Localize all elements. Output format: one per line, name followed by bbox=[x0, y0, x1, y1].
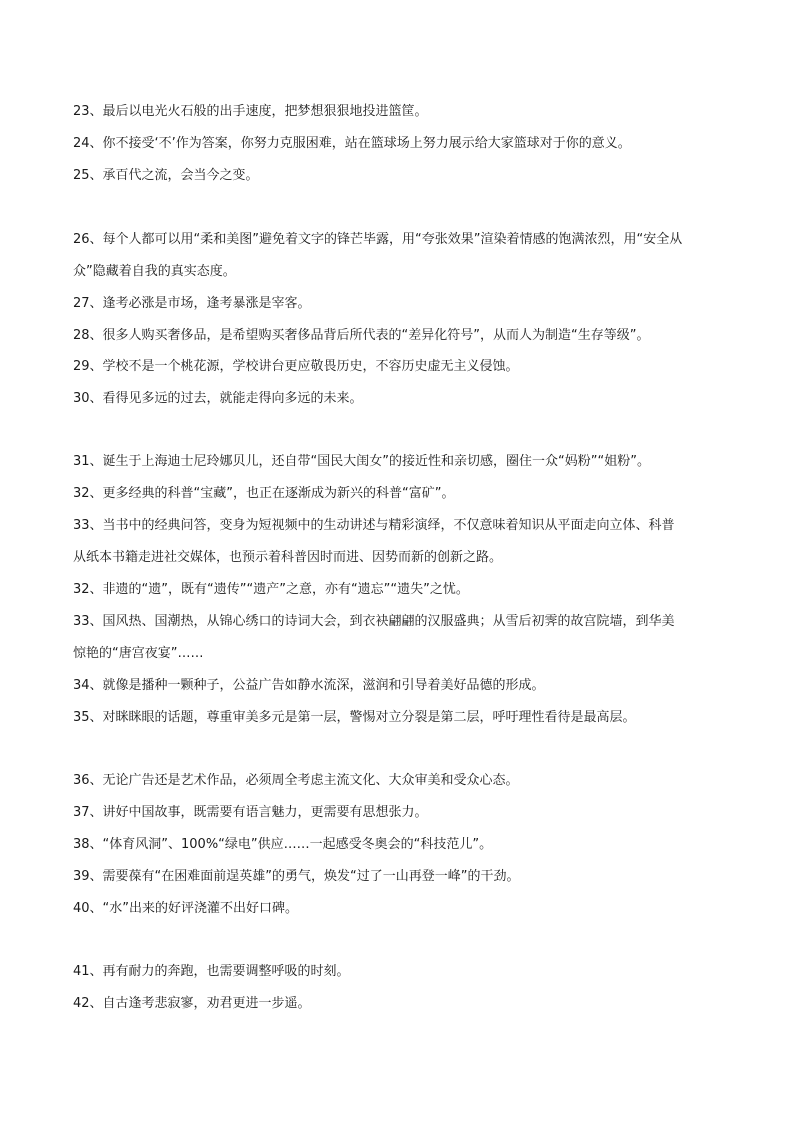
text-line: 25、承百代之流，会当今之变。 bbox=[73, 168, 259, 183]
text-line: 众”隐藏着自我的真实态度。 bbox=[73, 264, 236, 279]
text-line: 39、需要葆有“在困难面前逞英雄”的勇气，焕发“过了一山再登一峰”的干劲。 bbox=[73, 869, 520, 884]
text-line: 27、逢考必涨是市场，逢考暴涨是宰客。 bbox=[73, 296, 311, 311]
text-line: 32、更多经典的科普“宝藏”，也正在逐渐成为新兴的科普“富矿”。 bbox=[73, 486, 455, 501]
text-line: 37、讲好中国故事，既需要有语言魅力，更需要有思想张力。 bbox=[73, 805, 428, 820]
text-line: 惊艳的“唐宫夜宴”…… bbox=[73, 646, 204, 661]
text-line: 40、“水”出来的好评浇灌不出好口碑。 bbox=[73, 901, 299, 916]
text-line: 33、当书中的经典问答，变身为短视频中的生动讲述与精彩演绎，不仅意味着知识从平面走向立体、科普 bbox=[73, 518, 675, 533]
text-line: 41、再有耐力的奔跑，也需要调整呼吸的时刻。 bbox=[73, 964, 350, 979]
text-line: 31、诞生于上海迪士尼玲娜贝儿，还自带“国民大闺女”的接近性和亲切感，圈住一众“妈粉”“姐粉”。 bbox=[73, 454, 650, 469]
text-line: 33、国风热、国潮热，从锦心绣口的诗词大会，到衣袂翩翩的汉服盛典；从雪后初霁的故宫院墙，到华美 bbox=[73, 614, 675, 629]
text-line: 28、很多人购买奢侈品，是希望购买奢侈品背后所代表的“差异化符号”，从而人为制造“生存等级”。 bbox=[73, 328, 650, 343]
text-line: 26、每个人都可以用“柔和美图”避免着文字的锋芒毕露，用“夸张效果”渲染着情感的饱满浓烈，用“安全从 bbox=[73, 232, 683, 247]
text-line: 23、最后以电光火石般的出手速度，把梦想狠狠地投进篮筐。 bbox=[73, 104, 428, 119]
text-line: 34、就像是播种一颗种子，公益广告如静水流深，滋润和引导着美好品德的形成。 bbox=[73, 678, 545, 693]
text-line: 32、非遗的“遗”，既有“遗传”“遗产”之意，亦有“遗忘”“遗失”之忧。 bbox=[73, 582, 469, 597]
text-line: 38、“体育风洞”、100%“绿电”供应……一起感受冬奥会的“科技范儿”。 bbox=[73, 837, 493, 852]
text-line: 35、对眯眯眼的话题，尊重审美多元是第一层，警惕对立分裂是第二层，呼吁理性看待是最高层。 bbox=[73, 710, 636, 725]
text-line: 29、学校不是一个桃花源，学校讲台更应敬畏历史，不容历史虚无主义侵蚀。 bbox=[73, 359, 519, 374]
text-line: 从纸本书籍走进社交媒体，也预示着科普因时而进、因势而新的创新之路。 bbox=[73, 550, 503, 565]
text-line: 30、看得见多远的过去，就能走得向多远的未来。 bbox=[73, 391, 363, 406]
text-line: 24、你不接受‘不’作为答案，你努力克服困难，站在篮球场上努力展示给大家篮球对于你的意义。 bbox=[73, 136, 631, 151]
text-line: 36、无论广告还是艺术作品，必须周全考虑主流文化、大众审美和受众心态。 bbox=[73, 773, 519, 788]
text-line: 42、自古逢考悲寂寥，劝君更进一步遥。 bbox=[73, 996, 311, 1011]
